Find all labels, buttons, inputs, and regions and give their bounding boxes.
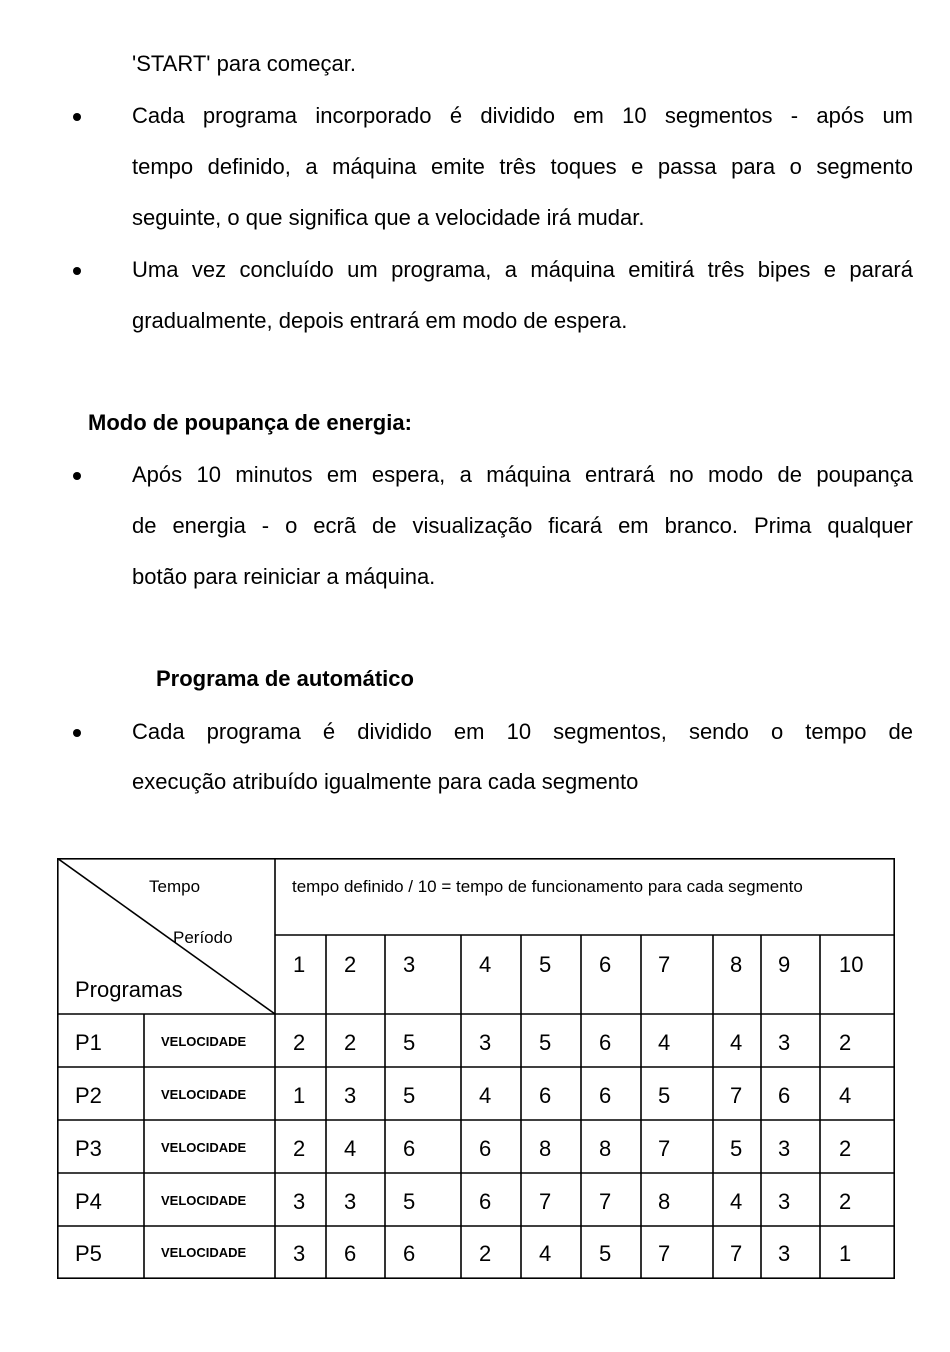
table-cell: 3: [778, 1189, 791, 1214]
table-cell: 4: [658, 1030, 671, 1055]
corner-label-periodo: Período: [173, 928, 233, 947]
table-row-program: P3: [75, 1136, 102, 1161]
segment-header: 5: [539, 952, 552, 977]
table-cell: 5: [658, 1083, 671, 1108]
bullet-dot: [73, 729, 81, 737]
table-cell: 2: [839, 1030, 852, 1055]
table-cell: 5: [730, 1136, 743, 1161]
segment-header: 10: [839, 952, 864, 977]
table-row-label: VELOCIDADE: [161, 1245, 247, 1260]
table-cell: 6: [403, 1136, 416, 1161]
table-cell: 3: [778, 1136, 791, 1161]
auto-line1: Cada programa é dividido em 10 segmentos, sendo o tempo de: [132, 719, 913, 744]
table-cell: 6: [403, 1241, 416, 1266]
table-cell: 6: [539, 1083, 552, 1108]
segment-header: 9: [778, 952, 791, 977]
corner-label-programas: Programas: [75, 977, 183, 1002]
table-row-label: VELOCIDADE: [161, 1087, 247, 1102]
table-row-label: VELOCIDADE: [161, 1034, 247, 1049]
auto-line2: execução atribuído igualmente para cada segmento: [132, 769, 639, 794]
segment-header: 4: [479, 952, 492, 977]
table-cell: 6: [479, 1136, 492, 1161]
energy-line1: Após 10 minutos em espera, a máquina entrará no modo de poupança: [132, 462, 913, 487]
table-cell: 3: [344, 1189, 357, 1214]
energy-heading: Modo de poupança de energia:: [88, 410, 412, 435]
segment-header: 3: [403, 952, 416, 977]
segment-header: 2: [344, 952, 357, 977]
table-cell: 5: [599, 1241, 612, 1266]
bullet2-line1: Uma vez concluído um programa, a máquina emitirá três bipes e parará: [132, 257, 913, 282]
auto-heading: Programa de automático: [156, 666, 414, 691]
table-cell: 8: [658, 1189, 671, 1214]
start-line: 'START' para começar.: [132, 51, 356, 76]
table-cell: 4: [479, 1083, 492, 1108]
table-row-label: VELOCIDADE: [161, 1140, 247, 1155]
table-cell: 1: [839, 1241, 852, 1266]
energy-line2: de energia - o ecrã de visualização ficará em branco. Prima qualquer: [132, 513, 913, 538]
table-cell: 5: [403, 1030, 416, 1055]
bullet1-line2: tempo definido, a máquina emite três toques e passa para o segmento: [132, 154, 913, 179]
table-cell: 5: [403, 1083, 416, 1108]
segment-header: 8: [730, 952, 743, 977]
table-cell: 7: [658, 1136, 671, 1161]
table-cell: 3: [293, 1241, 306, 1266]
table-cell: 6: [344, 1241, 357, 1266]
table-cell: 6: [599, 1083, 612, 1108]
table-cell: 3: [293, 1189, 306, 1214]
table-cell: 4: [344, 1136, 357, 1161]
table-row-label: VELOCIDADE: [161, 1193, 247, 1208]
corner-label-tempo: Tempo: [149, 877, 201, 896]
table-cell: 3: [778, 1241, 791, 1266]
segment-header: 1: [293, 952, 306, 977]
table-row-program: P4: [75, 1189, 102, 1214]
table-cell: 3: [778, 1030, 791, 1055]
table-cell: 5: [539, 1030, 552, 1055]
header-note: tempo definido / 10 = tempo de funcionamento para cada segmento: [292, 877, 803, 896]
table-cell: 4: [839, 1083, 852, 1108]
table-cell: 6: [599, 1030, 612, 1055]
table-cell: 7: [658, 1241, 671, 1266]
table-cell: 8: [599, 1136, 612, 1161]
table-cell: 4: [730, 1189, 743, 1214]
table-row-program: P5: [75, 1241, 102, 1266]
segment-header: 7: [658, 952, 671, 977]
table-cell: 2: [293, 1136, 306, 1161]
bullet1-line3: seguinte, o que significa que a velocidade irá mudar.: [132, 205, 645, 230]
table-cell: 7: [599, 1189, 612, 1214]
table-cell: 2: [293, 1030, 306, 1055]
bullet-dot: [73, 113, 81, 121]
table-cell: 3: [479, 1030, 492, 1055]
table-cell: 2: [839, 1136, 852, 1161]
bullet2-line2: gradualmente, depois entrará em modo de espera.: [132, 308, 628, 333]
table-cell: 6: [778, 1083, 791, 1108]
table-cell: 4: [730, 1030, 743, 1055]
table-cell: 5: [403, 1189, 416, 1214]
table-row-program: P2: [75, 1083, 102, 1108]
table-grid: [57, 858, 895, 1279]
table-cell: 2: [479, 1241, 492, 1266]
table-cell: 1: [293, 1083, 306, 1108]
table-row-program: P1: [75, 1030, 102, 1055]
table-cell: 2: [344, 1030, 357, 1055]
table-cell: 7: [730, 1083, 743, 1108]
segment-header: 6: [599, 952, 612, 977]
table-cell: 3: [344, 1083, 357, 1108]
bullet-dot: [73, 472, 81, 480]
table-cell: 2: [839, 1189, 852, 1214]
table-cell: 4: [539, 1241, 552, 1266]
table-cell: 8: [539, 1136, 552, 1161]
bullet1-line1: Cada programa incorporado é dividido em 10 segmentos - após um: [132, 103, 913, 128]
table-cell: 6: [479, 1189, 492, 1214]
table-cell: 7: [730, 1241, 743, 1266]
table-cell: 7: [539, 1189, 552, 1214]
bullet-dot: [73, 267, 81, 275]
program-table: [57, 858, 895, 1279]
energy-line3: botão para reiniciar a máquina.: [132, 564, 436, 589]
